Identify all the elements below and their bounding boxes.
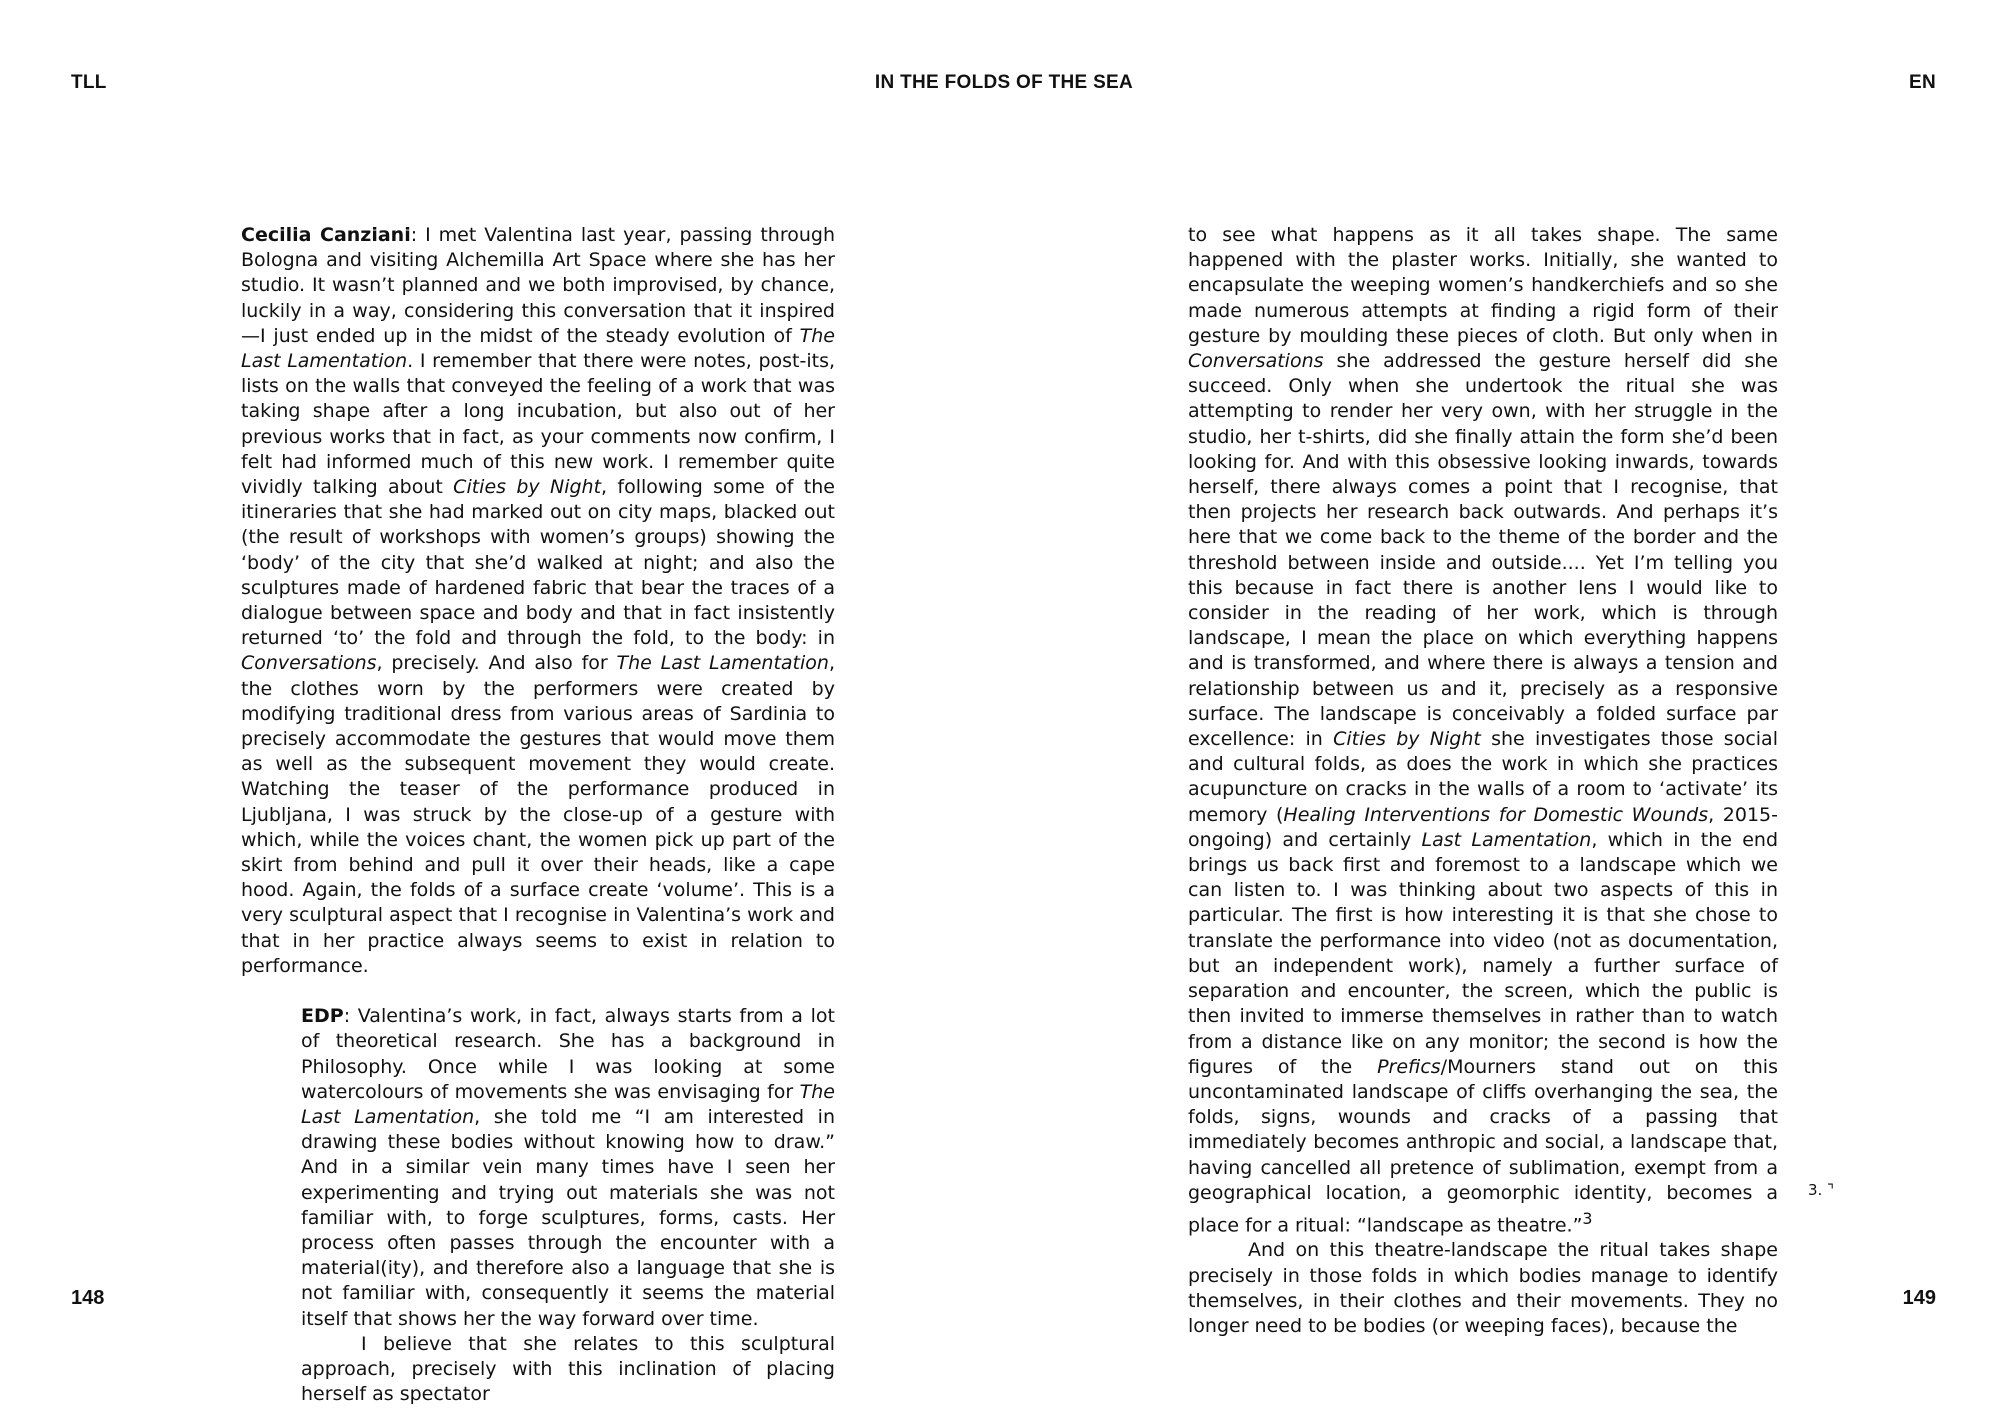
work-title: Last Lamentation bbox=[1421, 828, 1592, 851]
body-text: , following some of the itineraries that she had marked out on city maps, blacked out (the result of workshops with women’s groups) showing the ‘body’ of the city that she’d walked at night; and also the sculptures made of hardened fabric that bear the traces of a dialogue between space and body and that in fact insistently returned ‘to’ the fold and through the fold, to the body: in bbox=[241, 476, 835, 650]
speaker-name: EDP bbox=[301, 1005, 344, 1028]
left-text-column bbox=[241, 223, 835, 1407]
work-title: Conversations bbox=[241, 652, 377, 675]
running-header-title: IN THE FOLDS OF THE SEA bbox=[874, 72, 1134, 93]
body-text: to see what happens as it all takes shape. The same happened with the plaster works. Initially, she wanted to encapsulate the weeping women’s handkerchiefs and so she made numerous attempts at finding a rigid form of their gesture by moulding these pieces of cloth. But only when in bbox=[1188, 224, 1778, 347]
body-text: /Mourners stand out on this uncontaminated landscape of cliffs overhanging the sea, the folds, signs, wounds and cracks of a passing that immediately becomes anthropic and social, a landscape that, having cancelled all pretence of sublimation, exempt from a geographical location, a geomorphic identity, becomes a place for a ritual: “landscape as theatre.” bbox=[1188, 1055, 1778, 1237]
body-text: : Valentina’s work, in fact, always starts from a lot of theoretical research. She has a background in Philosophy. Once while I was looking at some watercolours of movements she was envisaging for bbox=[301, 1005, 835, 1103]
footnote-marker: 3. ⌝ bbox=[1808, 1181, 1835, 1199]
running-header-language: EN bbox=[1909, 72, 1936, 93]
paragraph-canziani bbox=[241, 223, 835, 979]
work-title: The Last Lamentation bbox=[301, 1080, 835, 1128]
body-text: , 2015-ongoing) and certainly bbox=[1188, 803, 1778, 851]
speaker-name: Cecilia Canziani bbox=[241, 224, 411, 246]
work-title: Cities by Night bbox=[1333, 728, 1481, 751]
page-number-left: 148 bbox=[71, 1287, 105, 1309]
body-text: she investigates those social and cultural folds, as does the work in which she practices acupuncture on cracks in the walls of a room to ‘activate’ its memory ( bbox=[1188, 728, 1778, 826]
work-title: The Last Lamentation bbox=[241, 324, 835, 373]
body-text: : I met Valentina last year, passing through Bologna and visiting Alchemilla Art Space where she has her studio. It wasn’t planned and we both improvised, by chance, luckily in a way, considering this conversation that it inspired—I just ended up in the midst of the steady evolution of bbox=[241, 224, 835, 347]
body-text: she addressed the gesture herself did she succeed. Only when she undertook the ritual she was attempting to render her very own, with her struggle in the studio, her t-shirts, did she finally attain the form she’d been looking for. And with this obsessive looking inwards, towards herself, there always comes a point that I recognise, that then projects her research back outwards. And perhaps it’s here that we come back to the theme of the border and the threshold between inside and outside.... Yet I’m telling you this because in fact there is another lens I would like to consider in the reading of her work, which is through landscape, I mean the place on which everything happens and is transformed, and where there is always a tension and relationship between us and it, precisely as a responsive surface. The landscape is conceivably a folded surface par excellence: in bbox=[1188, 350, 1778, 751]
body-text: , the clothes worn by the performers were created by modifying traditional dress from various areas of Sardinia to precisely accommodate the gestures that would move them as well as the subsequent movement they would create. Watching the teaser of the performance produced in Ljubljana, I was struck by the close-up of a gesture with which, while the voices chant, the women pick up part of the skirt from behind and pull it over their heads, like a cape hood. Again, the folds of a surface create ‘volume’. This is a very sculptural aspect that I recognise in Valentina’s work and that in her practice always seems to exist in relation to performance. bbox=[241, 652, 836, 977]
running-header-left: TLL bbox=[71, 72, 107, 93]
body-text: , which in the end brings us back first and foremost to a landscape which we can listen to. I was thinking about two aspects of this in particular. The first is how interesting it is that she chose to translate the performance into video (not as documentation, but an independent work), namely a further surface of separation and encounter, the screen, which the public is then invited to immerse themselves in rather than to watch from a distance like on any monitor; the second is how the figures of the bbox=[1188, 828, 1779, 1078]
body-text: , precisely. And also for bbox=[376, 652, 617, 675]
paragraph-continuation bbox=[1188, 223, 1778, 1238]
work-title: Healing Interventions for Domestic Wounds bbox=[1283, 803, 1709, 826]
work-title: Conversations bbox=[1188, 350, 1324, 373]
work-title: Cities by Night bbox=[453, 476, 602, 499]
body-text: . I remember that there were notes, post-its, lists on the walls that conveyed the feeling of a work that was taking shape after a long incubation, but also out of her previous works that in fact, as your comments now confirm, I felt had informed much of this new work. I remember quite vividly talking about bbox=[241, 350, 836, 499]
body-text: And on this theatre-landscape the ritual takes shape precisely in those folds in which bodies manage to identify themselves, in their clothes and their movements. They no longer need to be bodies (or weeping faces), because the bbox=[1188, 1239, 1778, 1338]
work-title: Prefics bbox=[1377, 1055, 1441, 1078]
page-number-right: 149 bbox=[1902, 1287, 1936, 1309]
paragraph-theatre-landscape bbox=[1188, 1238, 1778, 1339]
paragraph-edp bbox=[301, 1004, 835, 1332]
right-text-column bbox=[1188, 223, 1778, 1339]
footnote-reference[interactable]: 3 bbox=[1582, 1208, 1593, 1228]
paragraph-edp-continued bbox=[301, 1332, 835, 1408]
body-text: , she told me “I am interested in drawing these bodies without knowing how to draw.” And in a similar vein many times have I seen her experimenting and trying out materials she was not familiar with, to forge sculptures, forms, casts. Her process often passes through the encounter with a material(ity), and therefore also a language that she is not familiar with, consequently it seems the material itself that shows her the way forward over time. bbox=[301, 1105, 836, 1330]
work-title: The Last Lamentation bbox=[616, 652, 829, 675]
body-text: I believe that she relates to this sculptural approach, precisely with this inclination of placing herself as spectator bbox=[301, 1332, 835, 1406]
